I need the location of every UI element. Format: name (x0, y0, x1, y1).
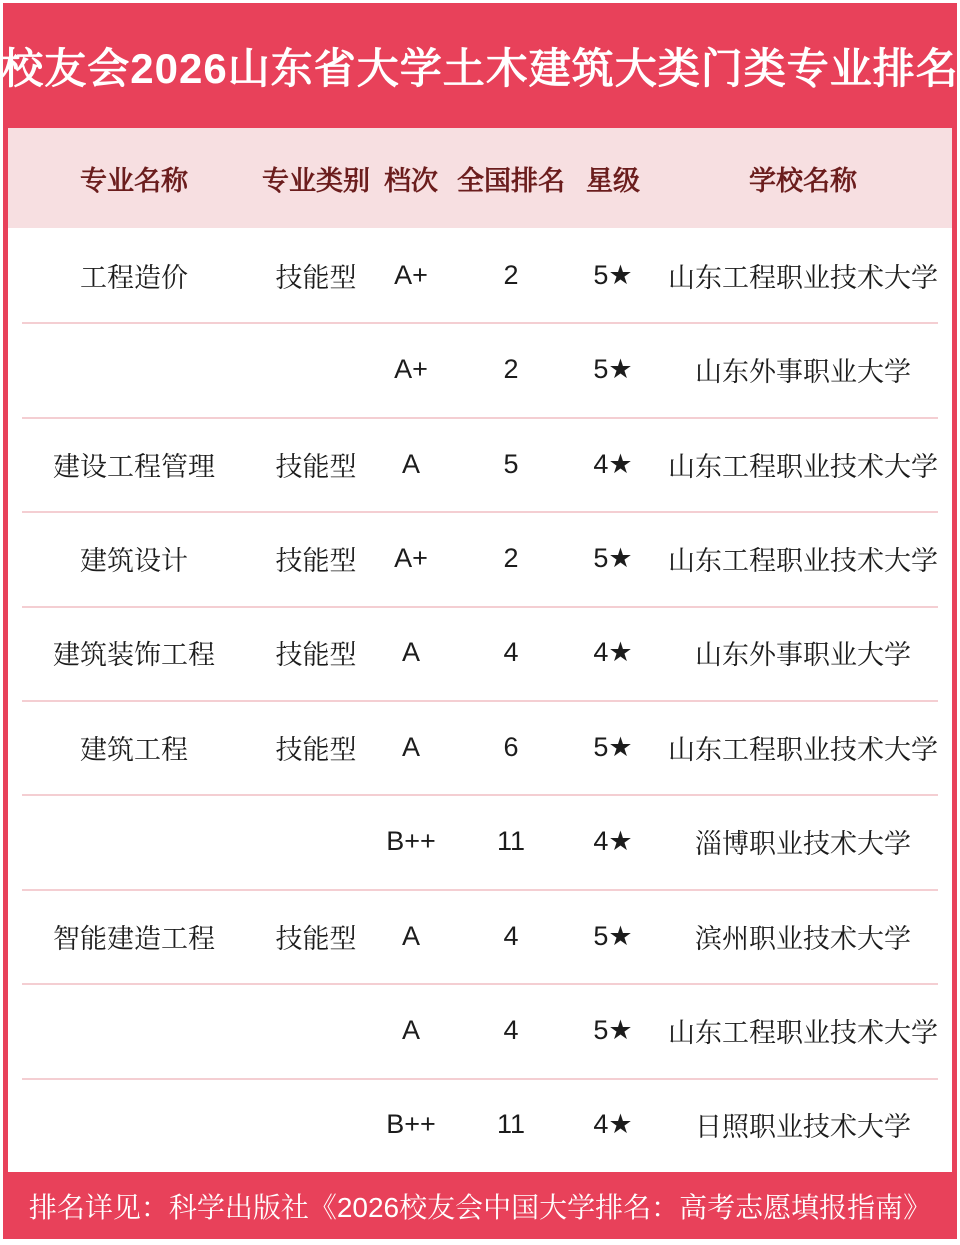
cell-category: 技能型 (275, 545, 357, 576)
cell-stars: 5★ (593, 259, 633, 290)
cell-rank: 11 (496, 826, 526, 857)
cell-grade: A (401, 731, 420, 762)
table-row (8, 700, 952, 794)
cell-grade: A (401, 448, 420, 479)
cell-stars: 5★ (593, 1014, 633, 1045)
cell-rank: 5 (503, 448, 519, 479)
cell-rank: 4 (503, 920, 519, 951)
cell-major: 建筑工程 (80, 734, 188, 765)
cell-rank: 4 (503, 1014, 519, 1045)
cell-category: 技能型 (275, 734, 357, 765)
header-cell-rank: 全国排名 (457, 165, 565, 196)
cell-stars: 5★ (593, 354, 633, 385)
cell-stars: 4★ (593, 637, 633, 668)
cell-rank: 2 (503, 354, 519, 385)
cell-school: 日照职业技术大学 (695, 1112, 911, 1143)
cell-stars: 4★ (593, 826, 633, 857)
cell-school: 山东工程职业技术大学 (668, 545, 938, 576)
header-cell-major: 专业名称 (80, 165, 188, 196)
header-cell-category: 专业类别 (262, 165, 370, 196)
table-row (8, 983, 952, 1077)
cell-major: 智能建造工程 (53, 923, 215, 954)
title-banner (3, 3, 957, 128)
cell-stars: 4★ (593, 1109, 633, 1140)
cell-grade: A (401, 1014, 420, 1045)
cell-rank: 2 (503, 259, 519, 290)
header-cell-stars: 星级 (586, 165, 640, 196)
table-body (8, 228, 952, 1172)
page-title: 校友会2026山东省大学土木建筑大类门类专业排名 (1, 44, 959, 92)
cell-rank: 11 (496, 1109, 526, 1140)
cell-school: 山东工程职业技术大学 (668, 1017, 938, 1048)
cell-grade: A+ (394, 259, 428, 290)
cell-category: 技能型 (275, 262, 357, 293)
cell-school: 山东工程职业技术大学 (668, 262, 938, 293)
cell-grade: A+ (394, 354, 428, 385)
cell-rank: 2 (503, 542, 519, 573)
table-row (8, 606, 952, 700)
cell-major: 建筑装饰工程 (53, 640, 215, 671)
cell-rank: 6 (503, 731, 519, 762)
cell-school: 淄博职业技术大学 (695, 829, 911, 860)
cell-school: 滨州职业技术大学 (695, 923, 911, 954)
ranking-table (8, 128, 952, 1172)
cell-stars: 5★ (593, 920, 633, 951)
cell-grade: A (401, 637, 420, 668)
table-row (8, 794, 952, 888)
cell-stars: 5★ (593, 731, 633, 762)
cell-rank: 4 (503, 637, 519, 668)
ranking-poster (3, 3, 957, 1239)
cell-stars: 4★ (593, 448, 633, 479)
cell-major: 建设工程管理 (53, 451, 215, 482)
cell-grade: A (401, 920, 420, 951)
cell-grade: B++ (386, 1109, 436, 1140)
cell-category: 技能型 (275, 451, 357, 482)
cell-category: 技能型 (275, 923, 357, 954)
header-cell-school: 学校名称 (749, 165, 857, 196)
table-row (8, 417, 952, 511)
header-cell-grade: 档次 (384, 165, 438, 196)
cell-stars: 5★ (593, 542, 633, 573)
table-row (8, 511, 952, 605)
table-header-row (8, 128, 952, 228)
cell-school: 山东工程职业技术大学 (668, 451, 938, 482)
footer-band (3, 1172, 957, 1239)
cell-school: 山东外事职业大学 (695, 640, 911, 671)
cell-grade: B++ (386, 826, 436, 857)
cell-school: 山东工程职业技术大学 (668, 734, 938, 765)
table-row (8, 889, 952, 983)
footer-note: 排名详见：科学出版社《2026校友会中国大学排名：高考志愿填报指南》 (28, 1191, 932, 1223)
cell-school: 山东外事职业大学 (695, 357, 911, 388)
table-row (8, 322, 952, 416)
table-row (8, 1078, 952, 1172)
table-row (8, 228, 952, 322)
cell-grade: A+ (394, 542, 428, 573)
cell-major: 建筑设计 (80, 545, 188, 576)
cell-major: 工程造价 (80, 262, 188, 293)
cell-category: 技能型 (275, 640, 357, 671)
